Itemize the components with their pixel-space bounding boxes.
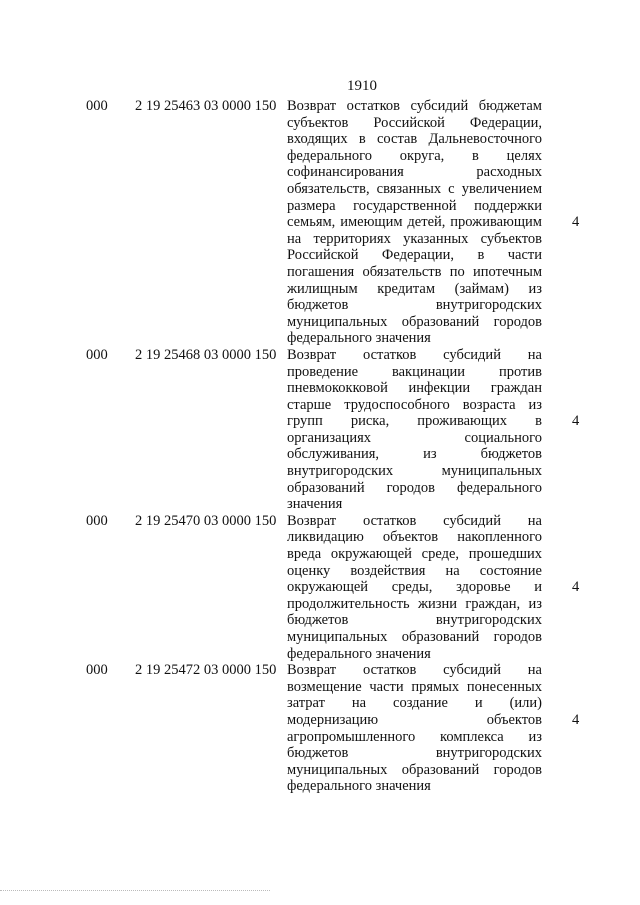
description-line: семьям, имеющим детей, проживающим <box>287 214 542 231</box>
description-line: Возврат остатков субсидий на <box>287 346 542 363</box>
description-line: значения <box>287 496 343 513</box>
admin-code: 000 <box>86 662 108 679</box>
table-row <box>0 513 640 662</box>
description-line: ликвидацию объектов накопленного <box>287 529 542 546</box>
description-line: муниципальных образований городов <box>287 313 542 330</box>
description-line: продолжительность жизни граждан, из <box>287 595 542 612</box>
description-line: затрат на создание и (или) <box>287 695 542 712</box>
row-description <box>287 98 542 347</box>
admin-code: 000 <box>86 98 108 114</box>
description-line: внутригородских муниципальных <box>287 463 542 480</box>
description-line: Возврат остатков субсидий на <box>287 662 542 679</box>
row-value: 4 <box>572 711 580 728</box>
budget-classification-code: 2 19 25468 03 0000 150 <box>135 346 277 363</box>
description-line: Возврат остатков субсидий на <box>287 512 542 529</box>
description-line: бюджетов внутригородских <box>287 297 542 314</box>
admin-code: 000 <box>86 346 108 363</box>
description-line: размера государственной поддержки <box>287 197 542 214</box>
row-description <box>287 347 542 513</box>
description-line: федерального значения <box>287 778 431 795</box>
description-line: модернизацию объектов <box>287 711 542 728</box>
description-line: федерального значения <box>287 330 431 347</box>
table-row <box>0 662 640 795</box>
description-line: окружающей среды, здоровье и <box>287 579 542 596</box>
description-line: муниципальных образований городов <box>287 629 542 645</box>
row-value: 4 <box>572 579 580 596</box>
description-line: организациях социального <box>287 429 542 446</box>
page-bottom-rule <box>0 890 270 891</box>
description-line: погашения обязательств по ипотечным <box>287 263 542 280</box>
description-line: муниципальных образований городов <box>287 761 542 778</box>
row-description <box>287 662 542 795</box>
description-line: бюджетов внутригородских <box>287 745 542 762</box>
description-line: образований городов федерального <box>287 479 542 496</box>
description-line: вреда окружающей среде, прошедших <box>287 546 542 563</box>
description-line: оценку воздействия на состояние <box>287 562 542 579</box>
table-row <box>0 98 640 347</box>
row-value: 4 <box>572 214 580 231</box>
description-line: бюджетов внутригородских <box>287 612 542 629</box>
description-line: на территориях указанных субъектов <box>287 230 542 247</box>
description-line: возмещение части прямых понесенных <box>287 678 542 695</box>
budget-table <box>0 98 640 795</box>
description-line: федерального округа, в целях <box>287 147 542 164</box>
description-line: старше трудоспособного возраста из <box>287 396 542 413</box>
admin-code: 000 <box>86 512 108 529</box>
description-line: субъектов Российской Федерации, <box>287 114 542 131</box>
description-line: жилищным кредитам (займам) из <box>287 280 542 297</box>
description-line: пневмококковой инфекции граждан <box>287 380 542 397</box>
description-line: обслуживания, из бюджетов <box>287 446 542 463</box>
description-line: софинансирования расходных <box>287 164 542 181</box>
description-line: Возврат остатков субсидий бюджетам <box>287 98 542 114</box>
description-line: Российской Федерации, в части <box>287 247 542 264</box>
budget-classification-code: 2 19 25470 03 0000 150 <box>135 512 277 529</box>
description-line: групп риска, проживающих в <box>287 413 542 430</box>
description-line: агропромышленного комплекса из <box>287 728 542 745</box>
page-number: 1910 <box>347 78 377 94</box>
description-line: обязательств, связанных с увеличением <box>287 180 542 197</box>
budget-classification-code: 2 19 25472 03 0000 150 <box>135 662 277 679</box>
row-description <box>287 513 542 662</box>
budget-classification-code: 2 19 25463 03 0000 150 <box>135 98 277 114</box>
row-value: 4 <box>572 413 580 430</box>
description-line: проведение вакцинации против <box>287 363 542 380</box>
description-line: входящих в состав Дальневосточного <box>287 131 542 148</box>
description-line: федерального значения <box>287 645 431 662</box>
table-row <box>0 347 640 513</box>
